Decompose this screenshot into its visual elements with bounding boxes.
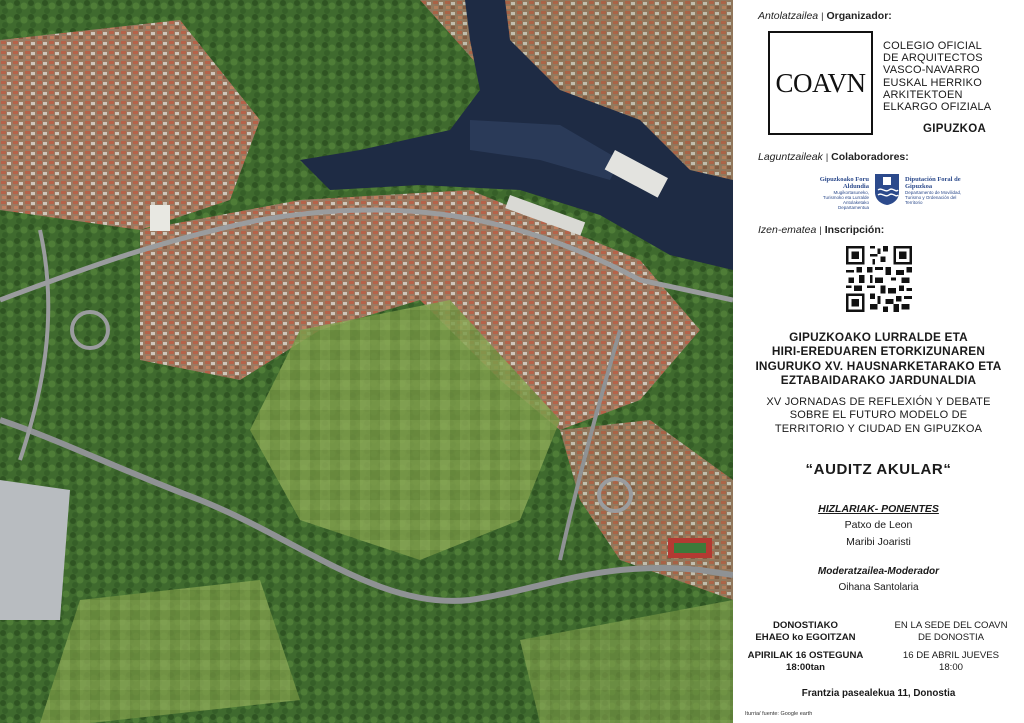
moderator-name: Oihana Santolaria bbox=[838, 582, 919, 593]
organizer-separator: | bbox=[821, 11, 824, 21]
registration-heading bbox=[758, 224, 884, 236]
organizer-name bbox=[883, 40, 991, 113]
date-eu bbox=[733, 650, 878, 674]
date-eu-line: APIRILAK 16 OSTEGUNA bbox=[747, 650, 864, 661]
collab-right-title: Diputación Foral de Gipuzkoa bbox=[905, 176, 961, 190]
coavn-logo bbox=[768, 31, 873, 135]
image-source-credit: Iturria/ fuente: Google earth bbox=[745, 711, 813, 717]
title-es-line: TERRITORIO Y CIUDAD EN GIPUZKOA bbox=[774, 422, 983, 435]
title-eu-line: INGURUKO XV. HAUSNARKETARAKO ETA bbox=[755, 358, 1002, 373]
collaborators-label-eu: Laguntzaileak bbox=[758, 151, 823, 163]
event-name: “AUDITZ AKULAR“ bbox=[805, 461, 952, 478]
title-eu-line: GIPUZKOAKO LURRALDE ETA bbox=[789, 330, 968, 344]
speakers-heading: HIZLARIAK- PONENTES bbox=[818, 503, 939, 515]
title-spanish bbox=[733, 396, 1024, 436]
moderator-heading: Moderatzailea-Moderador bbox=[817, 566, 940, 577]
collab-right-sub: Departamento de Movilidad, Turismo y Ordenación del Territorio bbox=[905, 190, 962, 205]
collaborators-label-es: Colaboradores: bbox=[831, 151, 909, 163]
title-es-line: XV JORNADAS DE REFLEXIÓN Y DEBATE bbox=[766, 396, 991, 408]
date-es bbox=[878, 650, 1024, 674]
title-eu-line: HIRI-EREDUAREN ETORKIZUNAREN bbox=[771, 344, 986, 359]
venue-es bbox=[878, 620, 1024, 644]
speaker-name: Maribi Joaristi bbox=[846, 536, 911, 548]
organizer-line: COLEGIO OFICIAL bbox=[883, 40, 982, 52]
organizer-heading bbox=[758, 10, 892, 22]
collab-right-text bbox=[905, 176, 965, 205]
collab-left-text bbox=[817, 176, 869, 210]
organizer-label-eu: Antolatzailea bbox=[758, 10, 819, 22]
collaborators-separator: | bbox=[825, 152, 829, 162]
organizer-line: VASCO-NAVARRO bbox=[883, 64, 980, 77]
title-eu-line: EZTABAIDARAKO JARDUNALDIA bbox=[780, 372, 977, 387]
diputacion-logo bbox=[817, 172, 962, 210]
time-es-line: 18:00 bbox=[938, 662, 963, 673]
organizer-line: ARKITEKTOEN bbox=[883, 88, 963, 101]
venue-eu-line: DONOSTIAKO bbox=[772, 620, 839, 631]
speaker-name: Patxo de Leon bbox=[844, 519, 913, 531]
organizer-label-es: Organizador: bbox=[826, 10, 892, 22]
info-panel bbox=[733, 0, 1024, 723]
venue-es-line: DE DONOSTIA bbox=[917, 632, 985, 643]
registration-separator: | bbox=[819, 225, 822, 235]
collab-left-sub: Mugikortasuneko, Turismoko eta Lurralde Antolaketako Departamentua bbox=[822, 190, 869, 210]
organizer-line: EUSKAL HERRIKO bbox=[883, 76, 982, 89]
venue-es-line: EN LA SEDE DEL COAVN bbox=[894, 620, 1008, 631]
venue-eu-line: EHAEO ko EGOITZAN bbox=[755, 632, 856, 643]
organizer-line: DE ARQUITECTOS bbox=[883, 52, 983, 65]
venue-eu bbox=[733, 620, 878, 644]
time-eu-line: 18:00tan bbox=[786, 662, 825, 673]
title-basque bbox=[733, 330, 1024, 387]
title-es-line: SOBRE EL FUTURO MODELO DE bbox=[789, 409, 968, 422]
venue-address: Frantzia pasealekua 11, Donostia bbox=[801, 688, 956, 699]
collab-left-title: Gipuzkoako Foru Aldundia bbox=[819, 176, 869, 190]
registration-qr-code[interactable] bbox=[846, 246, 912, 312]
registration-label-es: Inscripción: bbox=[824, 224, 885, 236]
coavn-logo-text: COAVN bbox=[775, 67, 866, 98]
collaborators-heading bbox=[758, 151, 909, 163]
organizer-region: GIPUZKOA bbox=[923, 123, 987, 135]
date-es-line: 16 DE ABRIL JUEVES bbox=[902, 650, 1000, 661]
registration-label-eu: Izen-ematea bbox=[758, 224, 817, 236]
organizer-line: ELKARGO OFIZIALA bbox=[883, 101, 992, 114]
gipuzkoa-shield-icon bbox=[873, 172, 901, 206]
